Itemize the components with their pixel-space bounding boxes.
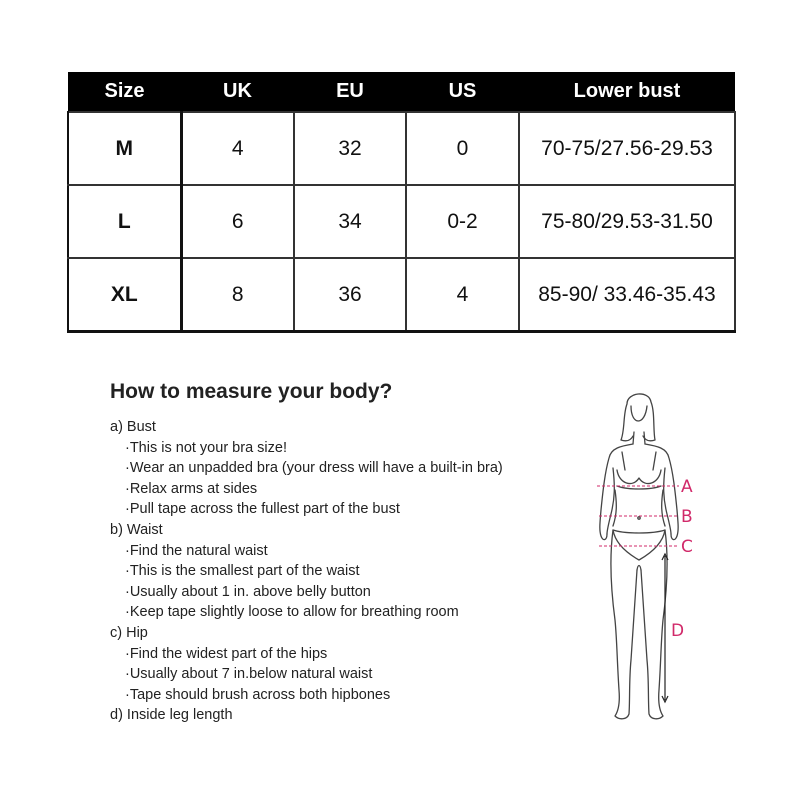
header-eu: EU: [294, 72, 406, 112]
header-size: Size: [68, 72, 181, 112]
body-measurement-figure: [575, 390, 705, 735]
section-heading-waist: b) Waist: [110, 521, 163, 538]
measure-instructions-list: [110, 417, 503, 726]
us-cell: 4: [406, 258, 519, 332]
guide-title: How to measure your body?: [110, 380, 393, 403]
label-b: B: [681, 507, 693, 527]
list-item: ·Keep tape slightly loose to allow for breathing room: [125, 604, 459, 621]
us-cell: 0-2: [406, 185, 519, 258]
section-heading-bust: a) Bust: [110, 419, 156, 435]
lower-bust-cell: 70-75/27.56-29.53: [519, 112, 735, 185]
lower-bust-cell: 75-80/29.53-31.50: [519, 185, 735, 258]
size-cell: M: [68, 112, 181, 185]
section-heading-hip: c) Hip: [110, 624, 148, 641]
list-item: ·This is the smallest part of the waist: [125, 563, 360, 580]
label-d: D: [671, 621, 685, 641]
list-item: ·Relax arms at sides: [125, 480, 258, 497]
list-item: ·Pull tape across the fullest part of the bust: [125, 501, 400, 518]
eu-cell: 34: [294, 185, 406, 258]
size-chart-header-row: [68, 72, 735, 112]
size-chart-table: [67, 72, 736, 333]
size-cell: XL: [68, 258, 181, 332]
eu-cell: 32: [294, 112, 406, 185]
us-cell: 0: [406, 112, 519, 185]
body-outline-icon: [575, 390, 705, 735]
table-row: [68, 258, 735, 332]
size-cell: L: [68, 185, 181, 258]
section-heading-inside-leg: d) Inside leg length: [110, 707, 233, 724]
uk-cell: 8: [181, 258, 294, 332]
header-us: US: [406, 72, 519, 112]
header-lower-bust: Lower bust: [519, 72, 735, 112]
list-item: ·Usually about 1 in. above belly button: [125, 583, 371, 600]
list-item: ·Usually about 7 in.below natural waist: [125, 666, 373, 683]
list-item: ·This is not your bra size!: [125, 439, 287, 456]
list-item: ·Find the widest part of the hips: [125, 645, 328, 662]
uk-cell: 4: [181, 112, 294, 185]
table-row: [68, 112, 735, 185]
list-item: ·Tape should brush across both hipbones: [125, 686, 391, 703]
label-c: C: [681, 537, 693, 557]
list-item: ·Wear an unpadded bra (your dress will have a built-in bra): [125, 460, 503, 477]
list-item: ·Find the natural waist: [125, 542, 268, 559]
label-a: A: [681, 477, 693, 497]
uk-cell: 6: [181, 185, 294, 258]
lower-bust-cell: 85-90/ 33.46-35.43: [519, 258, 735, 332]
table-row: [68, 185, 735, 258]
eu-cell: 36: [294, 258, 406, 332]
header-uk: UK: [181, 72, 294, 112]
